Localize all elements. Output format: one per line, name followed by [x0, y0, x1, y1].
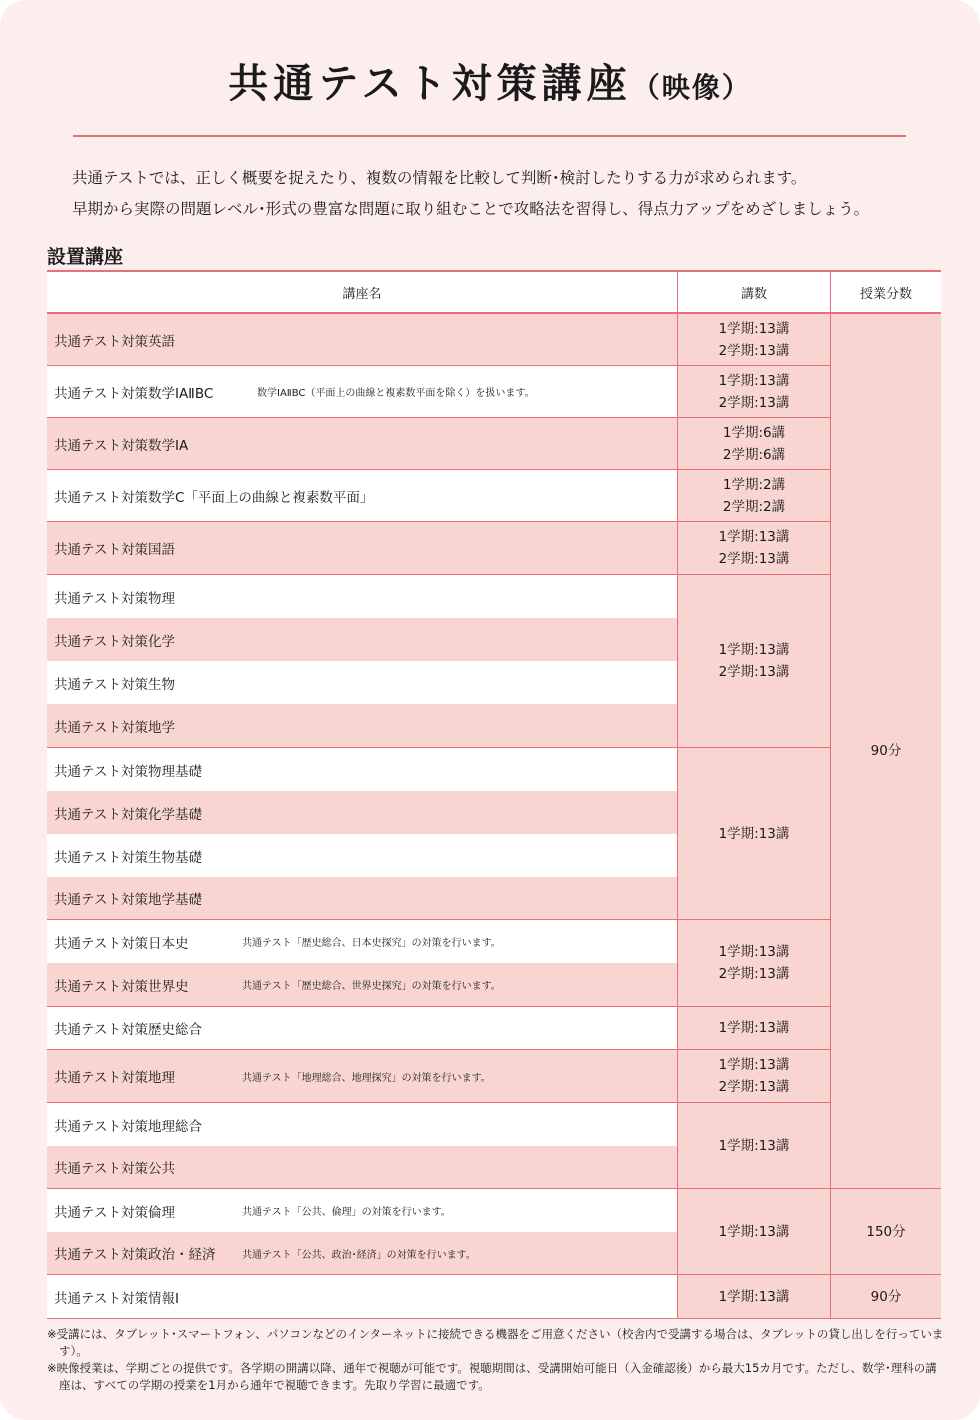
course-table — [47, 270, 941, 1320]
course-name: 共通テスト対策世界史 — [54, 978, 189, 995]
divider — [73, 135, 906, 137]
minutes-value: 150分 — [866, 1223, 906, 1240]
table-row — [47, 1232, 677, 1275]
count-line: 1学期:13講 — [718, 1057, 790, 1073]
table-row — [47, 877, 677, 920]
table-row — [47, 1007, 677, 1050]
header-name: 講座名 — [47, 270, 677, 314]
count-cell — [677, 418, 830, 470]
course-name: 共通テスト対策倫理 — [54, 1204, 175, 1221]
header-count: 講数 — [677, 270, 830, 314]
course-note: 共通テスト「歴史総合、日本史探究」の対策を行います。 — [242, 938, 501, 949]
count-cell — [677, 1007, 830, 1050]
count-cell — [677, 748, 830, 920]
course-name: 共通テスト対策地理総合 — [54, 1118, 202, 1135]
course-name: 共通テスト対策日本史 — [54, 935, 189, 952]
course-name: 共通テスト対策地理 — [54, 1070, 175, 1086]
course-name: 共通テスト対策公共 — [54, 1161, 175, 1177]
count-line: 2学期:13講 — [718, 551, 790, 567]
count-line: 1学期:6講 — [722, 424, 786, 441]
course-name: 共通テスト対策生物基礎 — [54, 849, 202, 866]
count-line: 1学期:2講 — [722, 476, 786, 493]
count-cell — [677, 1103, 830, 1189]
table-row — [47, 470, 677, 522]
count-line: 2学期:2講 — [722, 498, 786, 515]
course-name: 共通テスト対策地学 — [54, 719, 175, 736]
count-cell — [677, 1050, 830, 1103]
page-title — [0, 52, 980, 109]
count-cell — [677, 1275, 830, 1319]
table-row — [47, 1189, 677, 1232]
table-row — [47, 366, 677, 418]
table-row — [47, 791, 677, 834]
table-row — [47, 704, 677, 748]
count-line: 1学期:13講 — [718, 944, 790, 960]
count-line: 2学期:13講 — [718, 966, 790, 982]
course-name: 共通テスト対策数学ⅠAⅡBC — [54, 385, 214, 402]
course-name: 共通テスト対策化学 — [54, 633, 175, 650]
section-heading: 設置講座 — [47, 246, 124, 268]
count-line: 1学期:13講 — [718, 1223, 790, 1240]
count-line: 1学期:13講 — [718, 825, 790, 842]
table-row — [47, 314, 677, 366]
count-line: 1学期:13講 — [718, 320, 790, 337]
footnote: ※受講には、タブレット･スマートフォン、パソコンなどのインターネットに接続できる機器をご用意ください（校舎内で受講する場合は、タブレットの貸し出しを行っています）。 — [47, 1327, 944, 1358]
course-name: 共通テスト対策物理基礎 — [54, 763, 202, 780]
footnotes — [47, 1326, 947, 1394]
minutes-cell — [830, 1275, 941, 1319]
course-note: 共通テスト「地理総合、地理探究」の対策を行います。 — [242, 1072, 491, 1084]
course-name: 共通テスト対策政治・経済 — [54, 1247, 216, 1263]
minutes-cell — [830, 1189, 941, 1275]
count-cell — [677, 920, 830, 1007]
title-main: 共通テスト対策講座 — [228, 61, 632, 107]
header-minutes: 授業分数 — [830, 270, 941, 314]
footnote: ※映像授業は、学期ごとの提供です。各学期の開講以降、通年で視聴が可能です。視聴期間は、受講開始可能日（入金確認後）から最大15カ月です。ただし、数学･理科の講座は、すべての学期の授業を1月から通年で視聴できます。先取り学習に最適です。 — [47, 1361, 937, 1392]
count-line: 1学期:13講 — [718, 1020, 790, 1036]
table-row — [47, 1050, 677, 1103]
table-row — [47, 920, 677, 963]
course-name: 共通テスト対策地学基礎 — [54, 892, 202, 908]
count-line: 2学期:6講 — [722, 446, 786, 463]
count-line: 1学期:13講 — [718, 1288, 790, 1305]
count-line: 2学期:13講 — [718, 664, 790, 680]
course-note: 共通テスト「公共、政治･経済」の対策を行います。 — [242, 1249, 476, 1261]
table-row — [47, 1146, 677, 1189]
minutes-cell — [830, 314, 941, 1189]
course-note: 共通テスト「歴史総合、世界史探究」の対策を行います。 — [242, 981, 501, 992]
table-row — [47, 1103, 677, 1146]
table-row — [47, 963, 677, 1007]
table-row — [47, 575, 677, 618]
minutes-value: 90分 — [870, 743, 902, 759]
table-row — [47, 834, 677, 877]
table-row — [47, 1275, 677, 1319]
count-line: 1学期:13講 — [718, 642, 790, 658]
table-row — [47, 418, 677, 470]
course-note: 数学ⅠAⅡBC（平面上の曲線と複素数平面を除く）を扱います。 — [257, 388, 535, 399]
count-cell — [677, 314, 830, 366]
count-line: 2学期:13講 — [718, 1079, 790, 1095]
course-name: 共通テスト対策数学ⅠA — [54, 437, 189, 454]
intro-line: 早期から実際の問題レベル･形式の豊富な問題に取り組むことで攻略法を習得し、得点力アップをめざしましょう。 — [72, 200, 870, 218]
table-row — [47, 618, 677, 661]
table-row — [47, 522, 677, 575]
intro-text — [72, 163, 869, 225]
course-name: 共通テスト対策化学基礎 — [54, 806, 202, 823]
course-name: 共通テスト対策生物 — [54, 676, 175, 693]
count-cell — [677, 366, 830, 418]
count-cell — [677, 1189, 830, 1275]
course-name: 共通テスト対策歴史総合 — [54, 1022, 202, 1038]
course-note: 共通テスト「公共、倫理」の対策を行います。 — [242, 1207, 451, 1218]
count-cell — [677, 470, 830, 522]
course-name: 共通テスト対策情報Ⅰ — [54, 1290, 179, 1307]
table-row — [47, 748, 677, 791]
course-name: 共通テスト対策数学C「平面上の曲線と複素数平面」 — [54, 489, 374, 506]
count-cell — [677, 522, 830, 575]
count-line: 1学期:13講 — [718, 529, 790, 545]
table-row — [47, 661, 677, 704]
count-line: 1学期:13講 — [718, 1137, 790, 1154]
minutes-value: 90分 — [870, 1288, 902, 1305]
course-name: 共通テスト対策英語 — [54, 333, 175, 350]
course-name: 共通テスト対策物理 — [54, 590, 175, 607]
title-sub: （映像） — [631, 71, 752, 104]
count-line: 2学期:13講 — [718, 342, 790, 359]
count-cell — [677, 575, 830, 748]
count-line: 1学期:13講 — [718, 372, 790, 389]
course-name: 共通テスト対策国語 — [54, 542, 175, 558]
count-line: 2学期:13講 — [718, 394, 790, 411]
intro-line: 共通テストでは、正しく概要を捉えたり、複数の情報を比較して判断･検討したりする力が求められます。 — [72, 169, 807, 187]
